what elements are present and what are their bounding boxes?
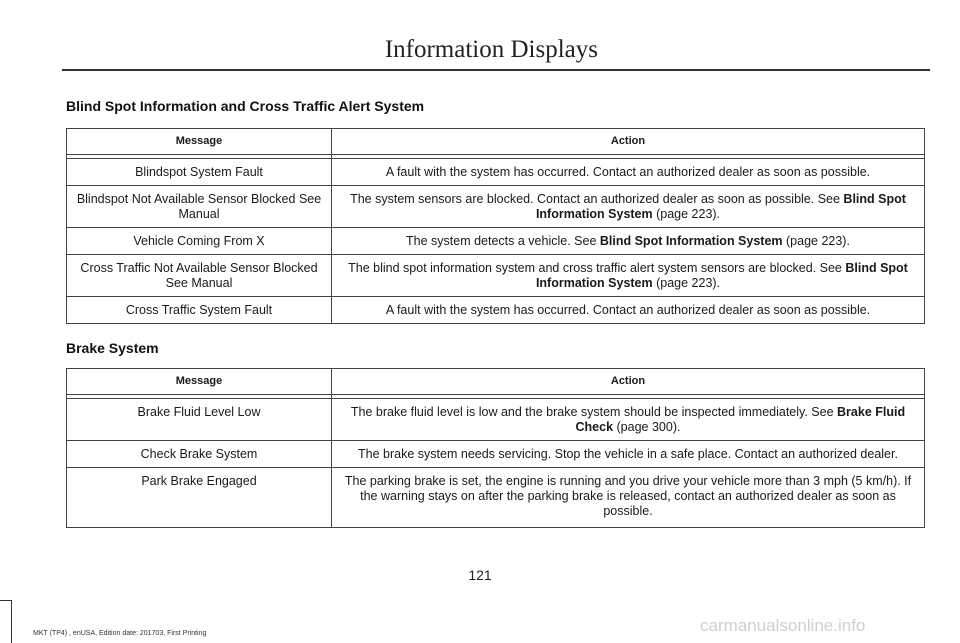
message-text: Blindspot Not Available Sensor Blocked See Manual — [76, 192, 322, 221]
table-row — [67, 468, 925, 528]
header-rule — [62, 69, 930, 71]
table-row — [67, 228, 925, 255]
page-reference: (page 223). — [782, 234, 850, 248]
action-text: The system sensors are blocked. Contact an authorized dealer as soon as possible. See — [350, 192, 844, 206]
action-text: The brake fluid level is low and the brake system should be inspected immediately. See — [350, 405, 838, 419]
message-cell: Cross Traffic System Fault — [67, 297, 332, 324]
action-text: The brake system needs servicing. Stop the vehicle in a safe place. Contact an authorized dealer. — [358, 447, 898, 461]
cross-reference-link[interactable]: Blind Spot Information System — [535, 192, 906, 221]
chapter-title: Information Displays — [384, 36, 598, 63]
action-cell — [332, 468, 925, 528]
action-cell — [332, 441, 925, 468]
message-cell: Vehicle Coming From X — [67, 228, 332, 255]
crop-mark — [0, 600, 12, 643]
page-number: 121 — [468, 567, 492, 583]
brake-system-message-table — [66, 368, 925, 528]
edition-footer: MKT (TP4) , enUSA, Edition date: 201703, First Printing — [33, 630, 207, 637]
action-cell — [332, 297, 925, 324]
action-cell — [332, 186, 925, 228]
table-row — [67, 441, 925, 468]
action-text: A fault with the system has occurred. Contact an authorized dealer as soon as possible. — [385, 303, 871, 317]
message-cell: Check Brake System — [67, 441, 332, 468]
table-header-row — [67, 369, 925, 395]
action-text: The blind spot information system and cross traffic alert system sensors are blocked. See — [348, 261, 846, 275]
table-row — [67, 297, 925, 324]
column-header-action: Action — [332, 369, 925, 395]
action-cell — [332, 159, 925, 186]
table-row — [67, 159, 925, 186]
message-cell: Cross Traffic Not Available Sensor Blocked See Manual — [67, 255, 332, 297]
cross-reference-link[interactable]: Brake Fluid Check — [575, 405, 906, 434]
table-row — [67, 255, 925, 297]
cross-reference-link[interactable]: Blind Spot Information System — [599, 234, 783, 248]
table-row — [67, 399, 925, 441]
blind-spot-message-table — [66, 128, 925, 324]
cross-reference-link[interactable]: Blind Spot Information System — [535, 261, 908, 290]
action-text: The system detects a vehicle. See — [406, 234, 600, 248]
message-cell: Brake Fluid Level Low — [67, 399, 332, 441]
watermark: carmanualsonline.info — [700, 616, 866, 635]
page-reference: (page 223). — [652, 207, 721, 221]
table-row — [67, 186, 925, 228]
message-cell: Blindspot System Fault — [67, 159, 332, 186]
page-reference: (page 223). — [652, 276, 721, 290]
page-reference: (page 300). — [613, 420, 681, 434]
table-header-row — [67, 129, 925, 155]
message-cell: Park Brake Engaged — [67, 468, 332, 528]
action-cell — [332, 399, 925, 441]
action-cell — [332, 228, 925, 255]
action-text: A fault with the system has occurred. Contact an authorized dealer as soon as possible. — [385, 165, 871, 179]
section-title-brake-system: Brake System — [66, 340, 159, 356]
column-header-message: Message — [67, 369, 332, 395]
action-text: The parking brake is set, the engine is running and you drive your vehicle more than 3 mph (5 km/h). If the warning stays on after the parking brake is released, contact an authorized dealer as soon as possible. — [344, 474, 912, 518]
action-cell — [332, 255, 925, 297]
column-header-action: Action — [332, 129, 925, 155]
column-header-message: Message — [67, 129, 332, 155]
message-cell — [67, 186, 332, 228]
section-title-blind-spot: Blind Spot Information and Cross Traffic Alert System — [66, 98, 425, 114]
